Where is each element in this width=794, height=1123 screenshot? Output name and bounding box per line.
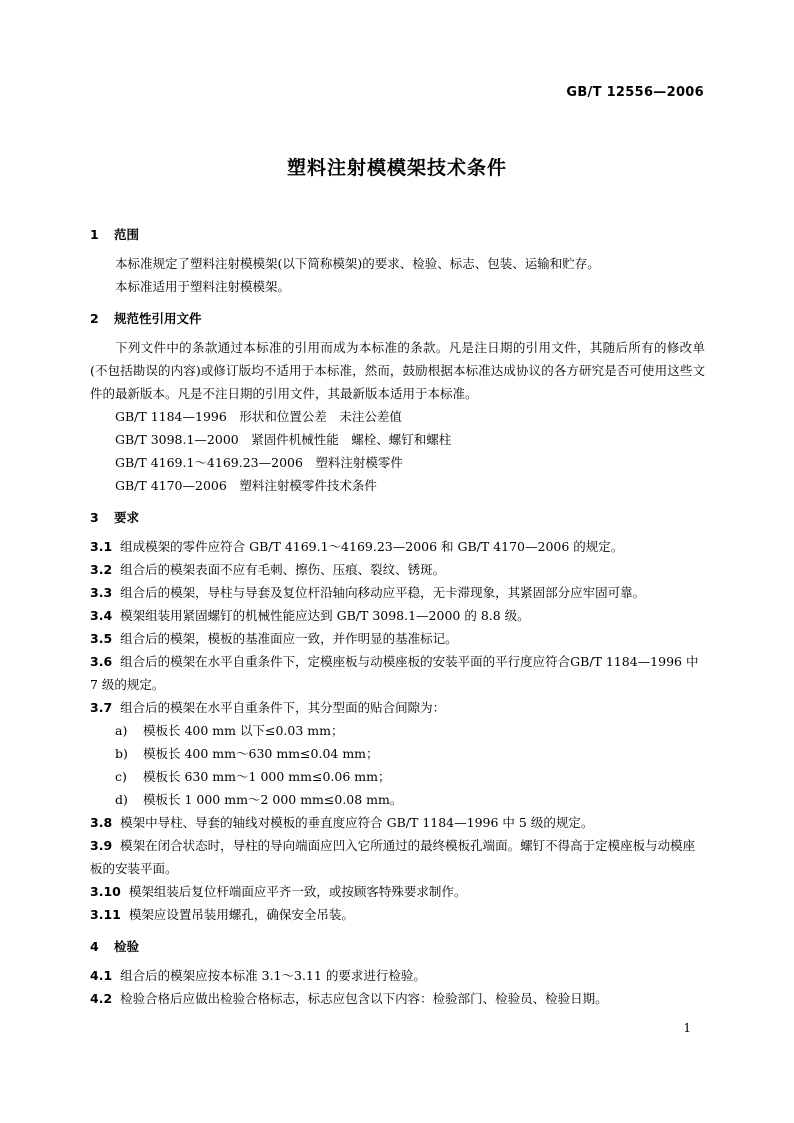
- clause-text: 检验合格后应做出检验合格标志，标志应包含以下内容：检验部门、检验员、检验日期。: [120, 991, 608, 1006]
- standard-code: GB/T 12556—2006: [566, 85, 704, 100]
- clause-number: 3.8: [90, 815, 113, 830]
- clause: [90, 581, 705, 604]
- clause-number: 3.4: [90, 608, 113, 623]
- reference-item: GB/T 4169.1～4169.23—2006 塑料注射模零件: [115, 455, 403, 470]
- clause-number: 3.9: [90, 838, 113, 853]
- section-number: 4: [90, 939, 99, 954]
- clause: [90, 880, 705, 903]
- clause-number: 3.1: [90, 539, 113, 554]
- clause: [90, 696, 705, 719]
- clause-number: 3.5: [90, 631, 113, 646]
- clause: [90, 650, 705, 696]
- clause: [90, 535, 705, 558]
- reference-item: GB/T 3098.1—2000 紧固件机械性能 螺栓、螺钉和螺柱: [115, 432, 452, 447]
- list-item-text: 模板长 400 mm～630 mm≤0.04 mm；: [143, 746, 379, 761]
- clause-text: 组合后的模架在水平自重条件下，其分型面的贴合间隙为：: [120, 700, 446, 715]
- section-heading-scope: [90, 224, 705, 246]
- clause-number: 3.6: [90, 654, 113, 669]
- clause-text: 模架组装用紧固螺钉的机械性能应达到 GB/T 3098.1—2000 的 8.8 级。: [120, 608, 530, 623]
- clause-number: 3.3: [90, 585, 113, 600]
- paragraph: 下列文件中的条款通过本标准的引用而成为本标准的条款。凡是注日期的引用文件，其随后所有的修改单(不包括勘误的内容)或修订版均不适用于本标准，然而，鼓励根据本标准达成协议的各方研究是否可使用这些文件的最新版本。凡是不注日期的引用文件，其最新版本适用于本标准。: [90, 340, 705, 401]
- list-item-text: 模板长 1 000 mm～2 000 mm≤0.08 mm。: [143, 792, 403, 807]
- list-item: [90, 742, 705, 765]
- clause-text: 组合后的模架，导柱与导套及复位杆沿轴向移动应平稳，无卡滞现象，其紧固部分应牢固可靠。: [120, 585, 646, 600]
- clause-number: 3.10: [90, 884, 121, 899]
- clause: [90, 964, 705, 987]
- clause-text: 组合后的模架表面不应有毛刺、擦伤、压痕、裂纹、锈斑。: [120, 562, 446, 577]
- section-title: 规范性引用文件: [114, 311, 202, 326]
- section-heading-requirements: [90, 507, 705, 529]
- clause-number: 4.2: [90, 991, 113, 1006]
- section-number: 1: [90, 227, 99, 242]
- section-title: 要求: [114, 510, 140, 525]
- list-item-label: b): [115, 746, 128, 761]
- reference-item: GB/T 1184—1996 形状和位置公差 未注公差值: [115, 409, 402, 424]
- section-number: 3: [90, 510, 99, 525]
- clause-text: 组成模架的零件应符合 GB/T 4169.1～4169.23—2006 和 GB/T 4170—2006 的规定。: [120, 539, 624, 554]
- section-heading-normative-references: [90, 308, 705, 330]
- list-item-label: a): [115, 723, 128, 738]
- clause-text: 模架组装后复位杆端面应平齐一致，或按顾客特殊要求制作。: [128, 884, 467, 899]
- clause: [90, 903, 705, 926]
- document-body: [90, 224, 705, 1010]
- clause-number: 4.1: [90, 968, 113, 983]
- list-item: [90, 719, 705, 742]
- list-item-label: d): [115, 792, 128, 807]
- clause: [90, 604, 705, 627]
- clause-text: 组合后的模架，模板的基准面应一致，并作明显的基准标记。: [120, 631, 458, 646]
- clause: [90, 834, 705, 880]
- clause-text: 组合后的模架在水平自重条件下，定模座板与动模座板的安装平面的平行度应符合GB/T 1184—1996 中 7 级的规定。: [90, 654, 699, 692]
- clause-number: 3.11: [90, 907, 121, 922]
- clause: [90, 811, 705, 834]
- document-title: 塑料注射模模架技术条件: [286, 157, 507, 179]
- list-item: [90, 788, 705, 811]
- paragraph: 本标准规定了塑料注射模模架(以下简称模架)的要求、检验、标志、包装、运输和贮存。: [115, 256, 600, 271]
- list-item-text: 模板长 630 mm～1 000 mm≤0.06 mm；: [143, 769, 391, 784]
- clause-number: 3.7: [90, 700, 113, 715]
- list-item-label: c): [115, 769, 127, 784]
- reference-item: GB/T 4170—2006 塑料注射模零件技术条件: [115, 478, 377, 493]
- section-heading-inspection: [90, 936, 705, 958]
- clause: [90, 627, 705, 650]
- clause-text: 模架中导柱、导套的轴线对模板的垂直度应符合 GB/T 1184—1996 中 5 级的规定。: [120, 815, 594, 830]
- clause: [90, 558, 705, 581]
- clause-text: 组合后的模架应按本标准 3.1～3.11 的要求进行检验。: [120, 968, 426, 983]
- list-item-text: 模板长 400 mm 以下≤0.03 mm；: [143, 723, 344, 738]
- section-number: 2: [90, 311, 99, 326]
- page-number: 1: [683, 1021, 691, 1035]
- clause-number: 3.2: [90, 562, 113, 577]
- clause-text: 模架应设置吊装用螺孔，确保安全吊装。: [128, 907, 354, 922]
- paragraph: 本标准适用于塑料注射模模架。: [115, 279, 291, 294]
- list-item: [90, 765, 705, 788]
- section-title: 范围: [114, 227, 140, 242]
- section-title: 检验: [114, 939, 140, 954]
- clause: [90, 987, 705, 1010]
- clause-text: 模架在闭合状态时，导柱的导向端面应凹入它所通过的最终模板孔端面。螺钉不得高于定模座板与动模座板的安装平面。: [90, 838, 696, 876]
